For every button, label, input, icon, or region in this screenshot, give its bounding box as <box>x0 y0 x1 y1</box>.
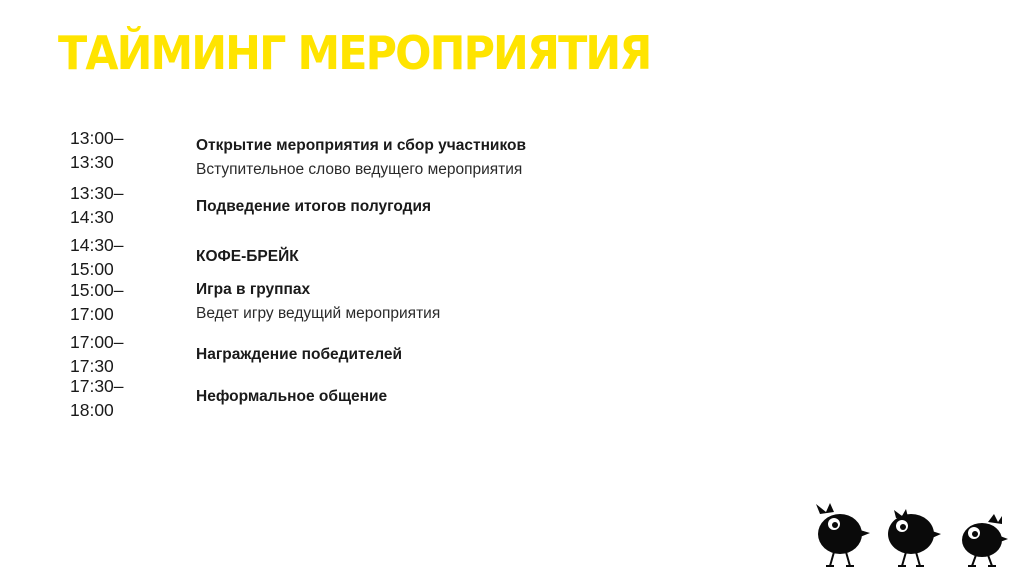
bird-icon <box>888 509 941 566</box>
agenda-subtitle: Вступительное слово ведущего мероприятия <box>196 161 523 178</box>
time-end: 14:30 <box>70 207 114 227</box>
agenda-title: Неформальное общение <box>196 388 388 405</box>
agenda-item-3 <box>196 245 299 269</box>
time-range-2 <box>70 181 160 229</box>
time-end: 13:30 <box>70 152 114 172</box>
black-birds-icon <box>808 500 1018 570</box>
agenda-item-2 <box>196 195 431 219</box>
time-range-4 <box>70 278 160 326</box>
time-start: 13:30– <box>70 183 124 203</box>
agenda-title: Открытие мероприятия и сбор участников <box>196 137 527 154</box>
time-range-5 <box>70 330 160 378</box>
time-start: 17:30– <box>70 376 124 396</box>
agenda-item-6 <box>196 385 387 409</box>
agenda-item-5 <box>196 343 402 367</box>
agenda-item-1 <box>196 134 526 182</box>
time-end: 17:00 <box>70 304 114 324</box>
agenda-title: Игра в группах <box>196 281 311 298</box>
time-start: 13:00– <box>70 128 124 148</box>
time-end: 15:00 <box>70 259 114 279</box>
time-start: 14:30– <box>70 235 124 255</box>
time-end: 18:00 <box>70 400 114 420</box>
page-title: ТАЙМИНГ МЕРОПРИЯТИЯ <box>58 26 651 80</box>
agenda-subtitle: Ведет игру ведущий мероприятия <box>196 305 441 322</box>
agenda-title: КОФЕ-БРЕЙК <box>196 248 299 265</box>
bird-icon <box>816 503 870 566</box>
time-range-6 <box>70 374 160 422</box>
time-range-3 <box>70 233 160 281</box>
time-end: 17:30 <box>70 356 114 376</box>
bird-icon <box>962 514 1008 566</box>
time-start: 15:00– <box>70 280 124 300</box>
time-range-1 <box>70 126 160 174</box>
agenda-item-4 <box>196 278 440 326</box>
agenda-title: Награждение победителей <box>196 346 403 363</box>
agenda-title: Подведение итогов полугодия <box>196 198 432 215</box>
time-start: 17:00– <box>70 332 124 352</box>
